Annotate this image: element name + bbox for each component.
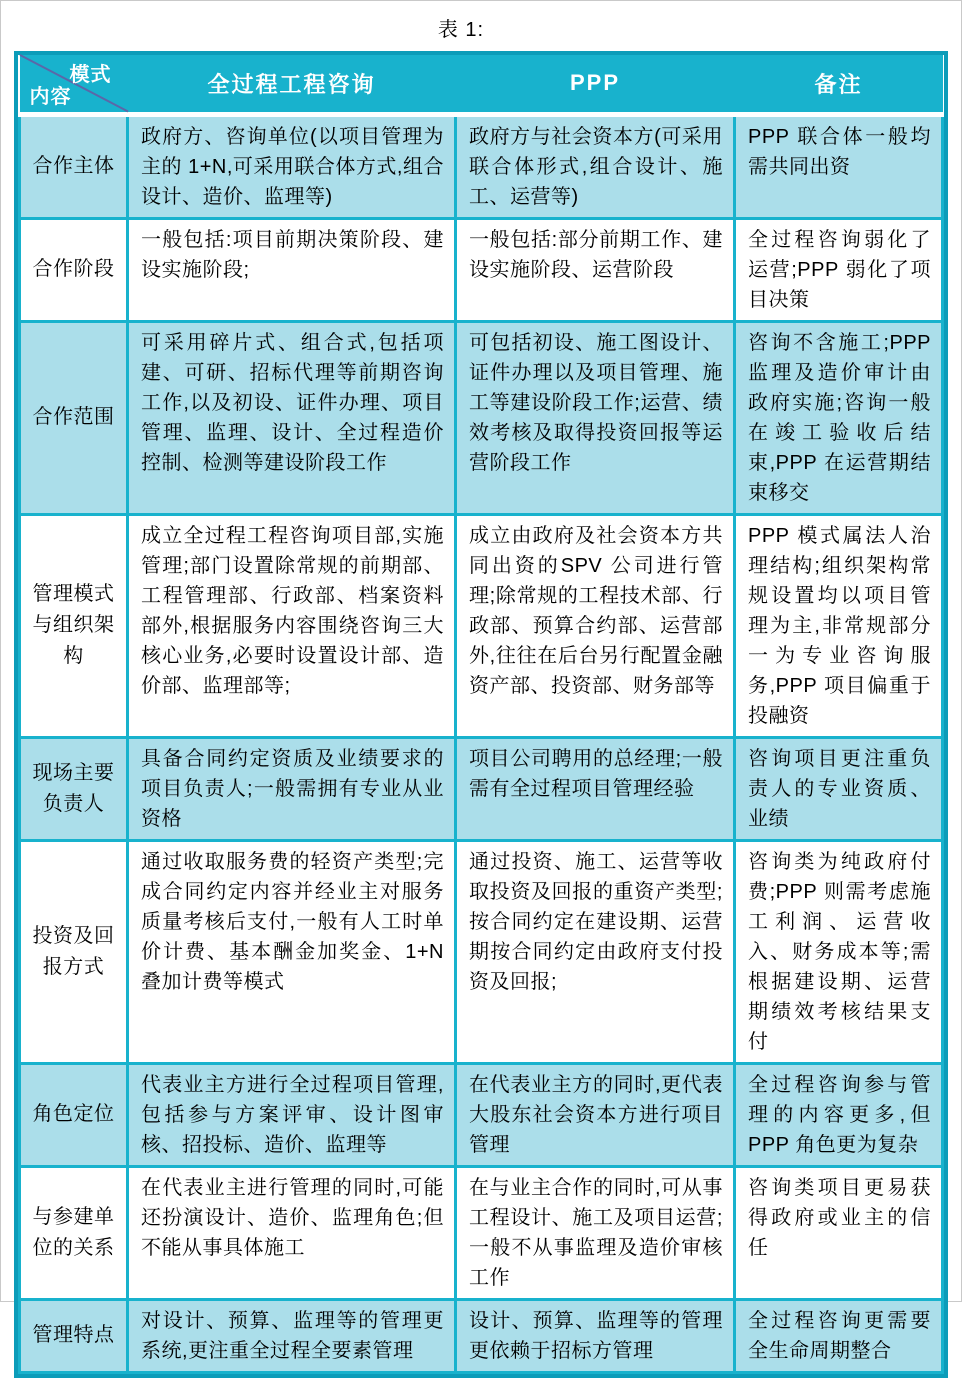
consulting-cell: 代表业主方进行全过程项目管理,包括参与方案评审、设计图审核、招投标、造价、监理等 [128,1063,456,1166]
row-label-cell: 管理特点 [20,1299,128,1372]
table-row [20,1063,943,1166]
ppp-cell: 通过投资、施工、运营等收取投资及回报的重资产类型;按合同约定在建设期、运营期按合同约定由政府支付投资及回报; [456,840,735,1063]
table-row [20,114,943,218]
consulting-cell: 成立全过程工程咨询项目部,实施管理;部门设置除常规的前期部、工程管理部、行政部、档案资料部外,根据服务内容围绕咨询三大核心业务,必要时设置设计部、造价部、监理部等; [128,514,456,737]
remark-cell: 咨询不含施工;PPP 监理及造价审计由政府实施;咨询一般在竣工验收后结束,PPP 在运营期结束移交 [735,321,943,514]
col-header-consulting: 全过程工程咨询 [128,55,456,114]
col-header-remark: 备注 [735,55,943,114]
consulting-cell: 具备合同约定资质及业绩要求的项目负责人;一般需拥有专业从业资格 [128,737,456,840]
consulting-cell: 对设计、预算、监理等的管理更系统,更注重全过程全要素管理 [128,1299,456,1372]
table-row [20,840,943,1063]
header-row [20,55,943,114]
consulting-cell: 可采用碎片式、组合式,包括项建、可研、招标代理等前期咨询工作,以及初设、证件办理、项目管理、监理、设计、全过程造价控制、检测等建设阶段工作 [128,321,456,514]
table-row [20,321,943,514]
ppp-cell: 设计、预算、监理等的管理更依赖于招标方管理 [456,1299,735,1372]
row-label-cell: 现场主要负责人 [20,737,128,840]
col-header-ppp: PPP [456,55,735,114]
remark-cell: 全过程咨询参与管理的内容更多,但 PPP 角色更为复杂 [735,1063,943,1166]
row-label-cell: 合作范围 [20,321,128,514]
remark-cell: 咨询类为纯政府付费;PPP 则需考虑施工利润、运营收入、财务成本等;需根据建设期、运营期绩效考核结果支付 [735,840,943,1063]
row-label-cell: 投资及回报方式 [20,840,128,1063]
ppp-cell: 一般包括:部分前期工作、建设实施阶段、运营阶段 [456,218,735,321]
ppp-cell: 成立由政府及社会资本方共同出资的SPV 公司进行管理;除常规的工程技术部、行政部、预算合约部、运营部外,往往在后台另行配置金融资产部、投资部、财务部等 [456,514,735,737]
remark-cell: 全过程咨询弱化了运营;PPP 弱化了项目决策 [735,218,943,321]
remark-cell: PPP 模式属法人治理结构;组织架构常规设置均以项目管理为主,非常规部分一为专业咨询服务,PPP 项目偏重于投融资 [735,514,943,737]
consulting-cell: 通过收取服务费的轻资产类型;完成合同约定内容并经业主对服务质量考核后支付,一般有人工时单价计费、基本酬金加奖金、1+N 叠加计费等模式 [128,840,456,1063]
corner-mode-label: 模式 [69,64,112,86]
consulting-cell: 在代表业主进行管理的同时,可能还扮演设计、造价、监理角色;但不能从事具体施工 [128,1166,456,1299]
comparison-table [14,51,948,1378]
consulting-cell: 政府方、咨询单位(以项目管理为主的 1+N,可采用联合体方式,组合设计、造价、监理等) [128,114,456,218]
row-label-cell: 角色定位 [20,1063,128,1166]
table-row [20,514,943,737]
table-row [20,737,943,840]
table-title: 表 1: [437,19,485,41]
mode-comparison-table [18,55,944,1374]
row-label-cell: 合作主体 [20,114,128,218]
ppp-cell: 政府方与社会资本方(可采用联合体形式,组合设计、施工、运营等) [456,114,735,218]
table-row [20,218,943,321]
ppp-cell: 在与业主合作的同时,可从事工程设计、施工及项目运营;一般不从事监理及造价审核工作 [456,1166,735,1299]
remark-cell: 全过程咨询更需要全生命周期整合 [735,1299,943,1372]
table-row [20,1166,943,1299]
table-row [20,1299,943,1372]
row-label-cell: 与参建单位的关系 [20,1166,128,1299]
corner-content-label: 内容 [29,85,72,108]
corner-cell [20,55,128,114]
remark-cell: 咨询类项目更易获得政府或业主的信任 [735,1166,943,1299]
row-label-cell: 合作阶段 [20,218,128,321]
row-label-cell: 管理模式与组织架构 [20,514,128,737]
ppp-cell: 项目公司聘用的总经理;一般需有全过程项目管理经验 [456,737,735,840]
ppp-cell: 可包括初设、施工图设计、证件办理以及项目管理、施工等建设阶段工作;运营、绩效考核及取得投资回报等运营阶段工作 [456,321,735,514]
remark-cell: 咨询项目更注重负责人的专业资质、业绩 [735,737,943,840]
ppp-cell: 在代表业主方的同时,更代表大股东社会资本方进行项目管理 [456,1063,735,1166]
consulting-cell: 一般包括:项目前期决策阶段、建设实施阶段; [128,218,456,321]
remark-cell: PPP 联合体一般均需共同出资 [735,114,943,218]
